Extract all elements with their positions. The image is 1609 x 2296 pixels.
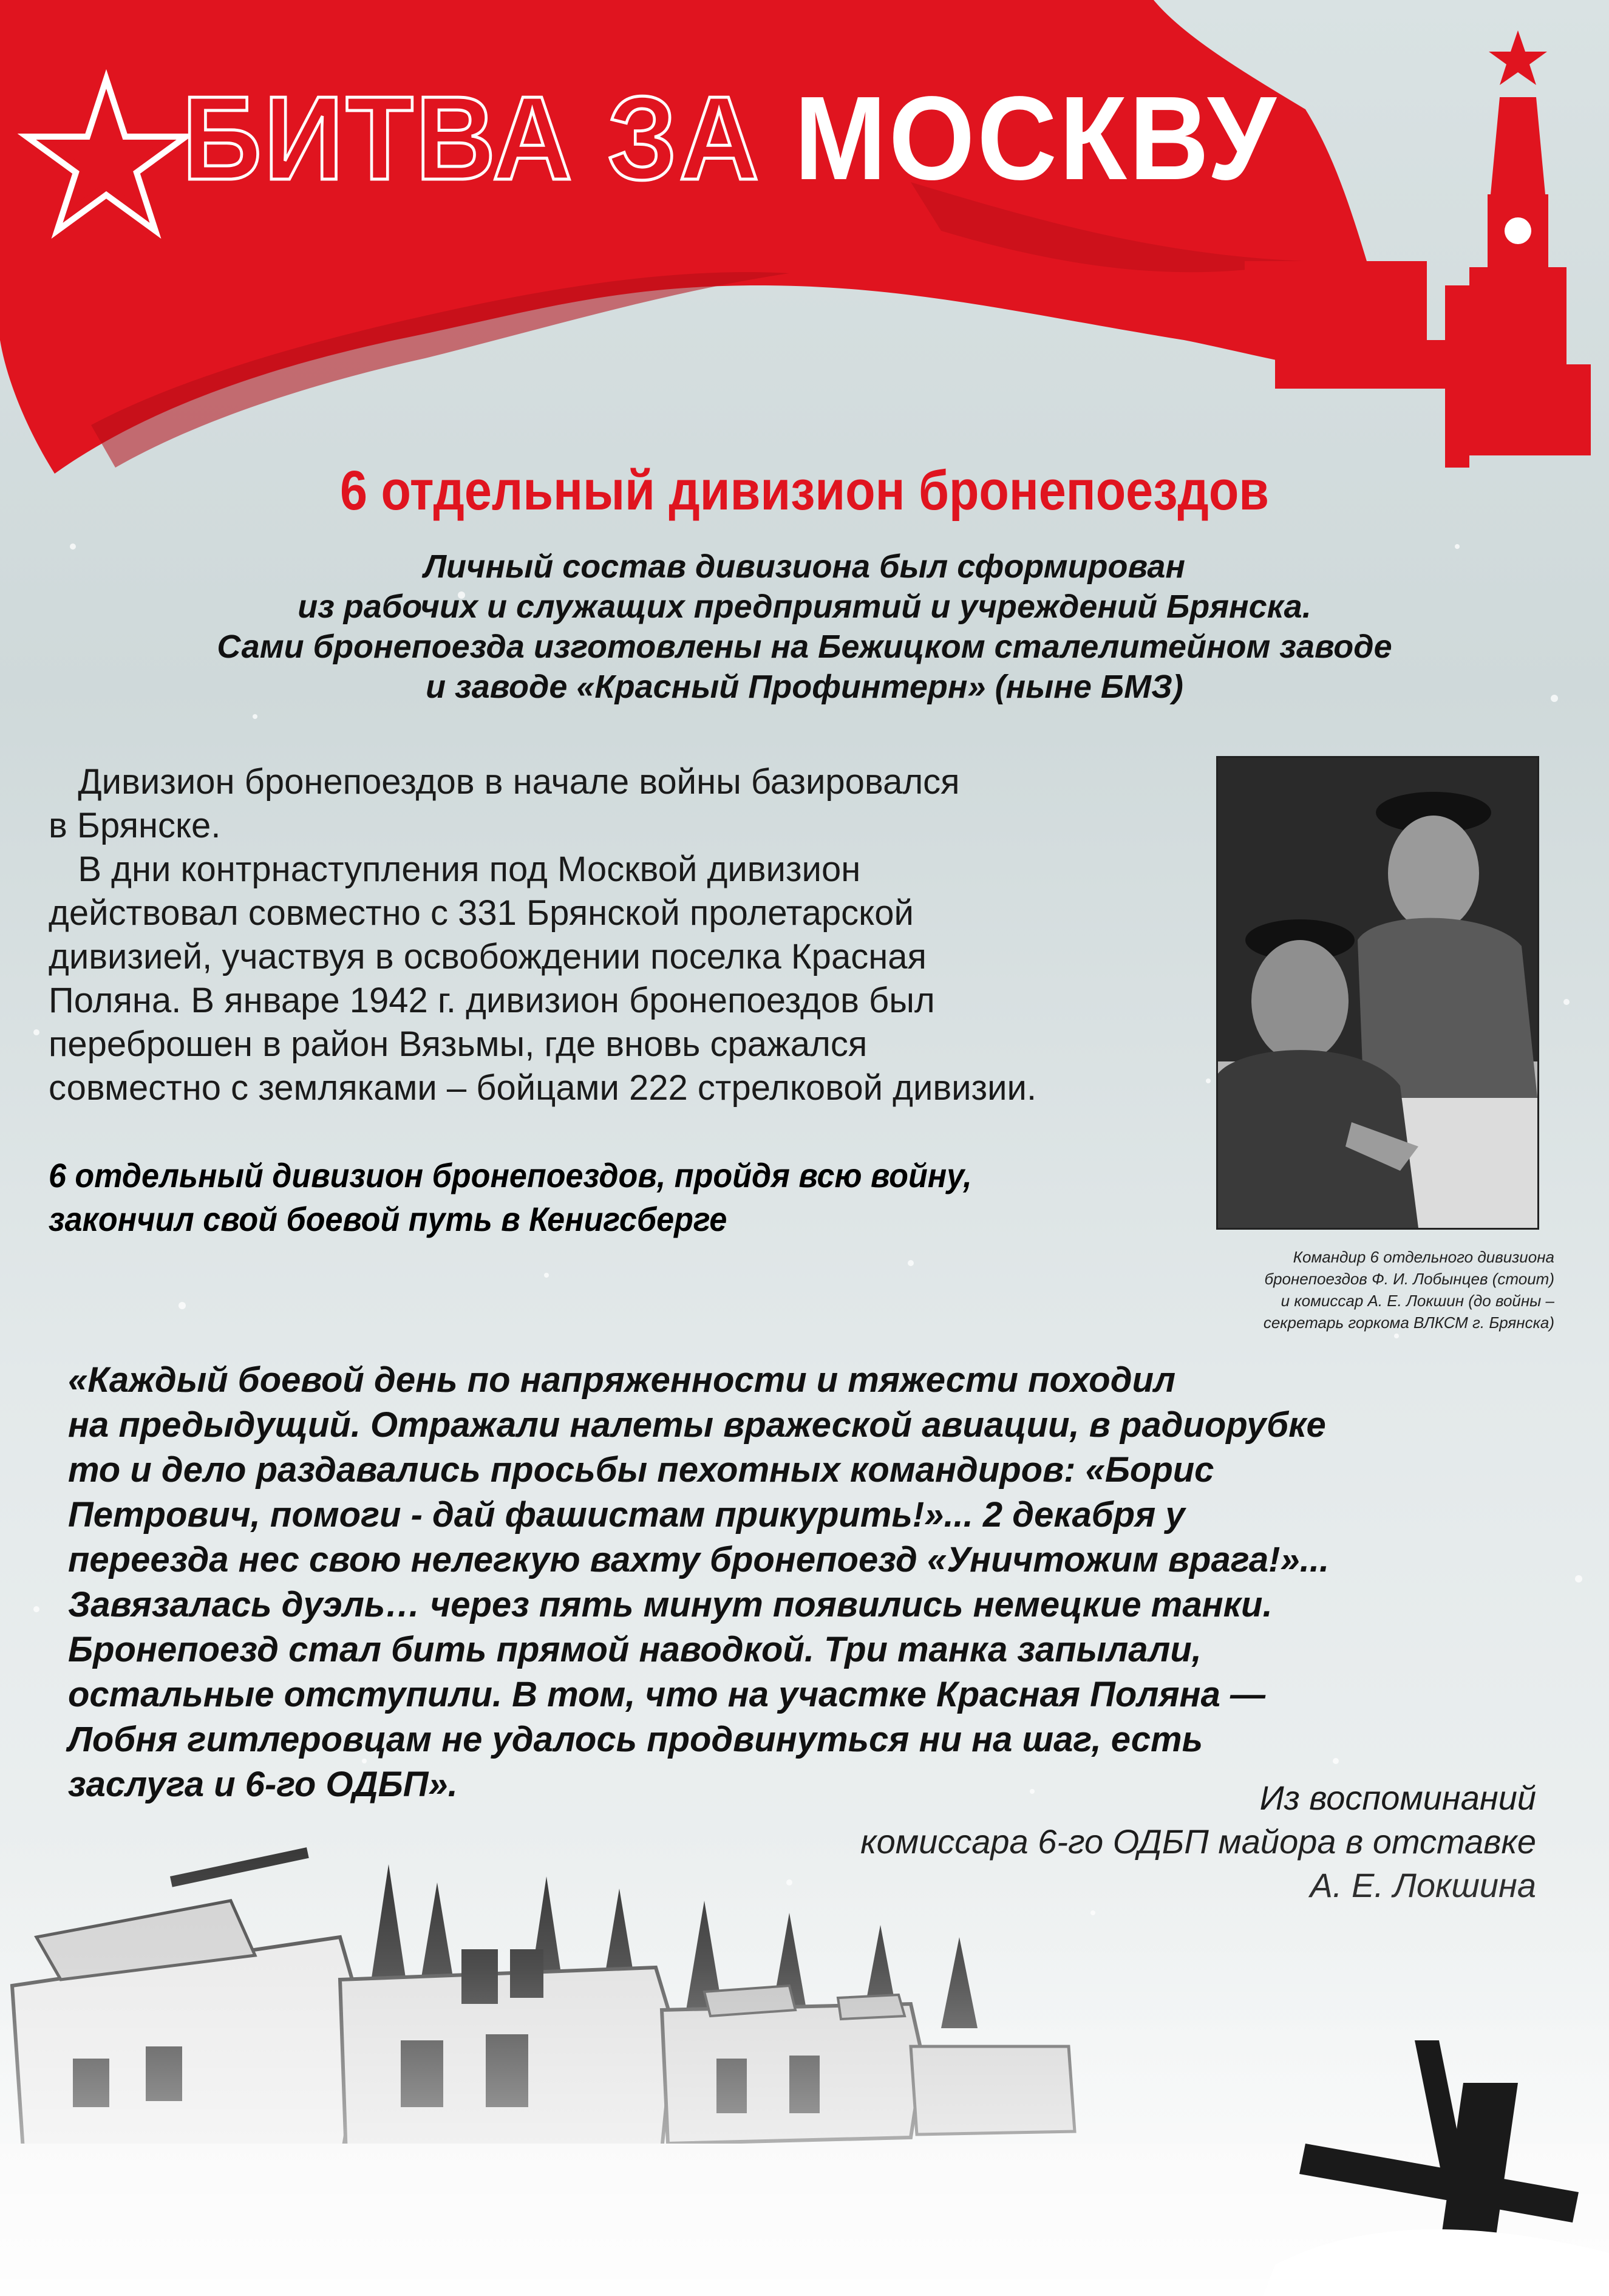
poster-title — [182, 72, 1279, 205]
body-line: в Брянске. — [49, 806, 221, 845]
body-line: переброшен в район Вязьмы, где вновь сражался — [49, 1024, 868, 1064]
quote-line: «Каждый боевой день по напряженности и тяжести походил — [68, 1360, 1176, 1400]
memoir-quote — [68, 1358, 1556, 1807]
photo-caption — [1172, 1246, 1554, 1334]
quote-line: то и дело раздавались просьбы пехотных командиров: «Борис — [68, 1450, 1214, 1490]
caption-line: и комиссар А. Е. Локшин (до войны – — [1281, 1292, 1554, 1310]
body-line: действовал совместно с 331 Брянской пролетарской — [49, 893, 914, 933]
body-line: дивизией, участвуя в освобождении поселка Красная — [49, 937, 927, 976]
caption-line: бронепоездов Ф. И. Лобынцев (стоит) — [1264, 1270, 1554, 1288]
commanders-photo — [1216, 756, 1539, 1230]
conclusion-text — [49, 1154, 1121, 1241]
quote-line: на предыдущий. Отражали налеты вражеской авиации, в радиорубке — [68, 1405, 1326, 1445]
armored-train-photo — [0, 1828, 1609, 2296]
intro-line: из рабочих и служащих предприятий и учреждений Брянска. — [298, 588, 1311, 625]
quote-line: заслуга и 6-го ОДБП». — [68, 1765, 458, 1804]
quote-line: Петрович, помоги - дай фашистам прикурить!»... 2 декабря у — [68, 1495, 1185, 1535]
body-paragraph — [49, 760, 1202, 1110]
body-line: Поляна. В январе 1942 г. дивизион бронепоездов был — [49, 981, 935, 1020]
caption-line: Командир 6 отдельного дивизиона — [1293, 1248, 1554, 1266]
title-solid-text: МОСКВУ — [794, 72, 1279, 205]
conclusion-line: 6 отдельный дивизион бронепоездов, пройдя всю войну, — [49, 1156, 972, 1194]
caption-line: секретарь горкома ВЛКСМ г. Брянска) — [1263, 1313, 1554, 1332]
body-line: В дни контрнаступления под Москвой дивизион — [49, 850, 861, 889]
intro-paragraph — [0, 547, 1609, 707]
quote-line: переезда нес свою нелегкую вахту бронепоезд «Уничтожим врага!»... — [68, 1540, 1330, 1579]
title-outline-text: БИТВА ЗА — [182, 72, 761, 205]
quote-line: остальные отступили. В том, что на участке Красная Поляна — — [68, 1675, 1265, 1714]
intro-line: и заводе «Красный Профинтерн» (ныне БМЗ) — [426, 669, 1183, 705]
quote-line: Завязалась дуэль… через пять минут появились немецкие танки. — [68, 1585, 1273, 1624]
body-line: совместно с земляками – бойцами 222 стрелковой дивизии. — [49, 1068, 1037, 1108]
quote-line: Бронепоезд стал бить прямой наводкой. Три танка запылали, — [68, 1630, 1202, 1669]
section-heading: 6 отдельный дивизион бронепоездов — [339, 460, 1270, 522]
intro-line: Личный состав дивизиона был сформирован — [423, 548, 1186, 585]
quote-line: Лобня гитлеровцам не удалось продвинуться ни на шаг, есть — [68, 1720, 1203, 1759]
body-line: Дивизион бронепоездов в начале войны базировался — [49, 762, 960, 802]
conclusion-line: закончил свой боевой путь в Кенигсберге — [49, 1200, 727, 1238]
intro-line: Сами бронепоезда изготовлены на Бежицком сталелитейном заводе — [217, 629, 1392, 665]
attribution-line: Из воспоминаний — [1259, 1779, 1536, 1817]
